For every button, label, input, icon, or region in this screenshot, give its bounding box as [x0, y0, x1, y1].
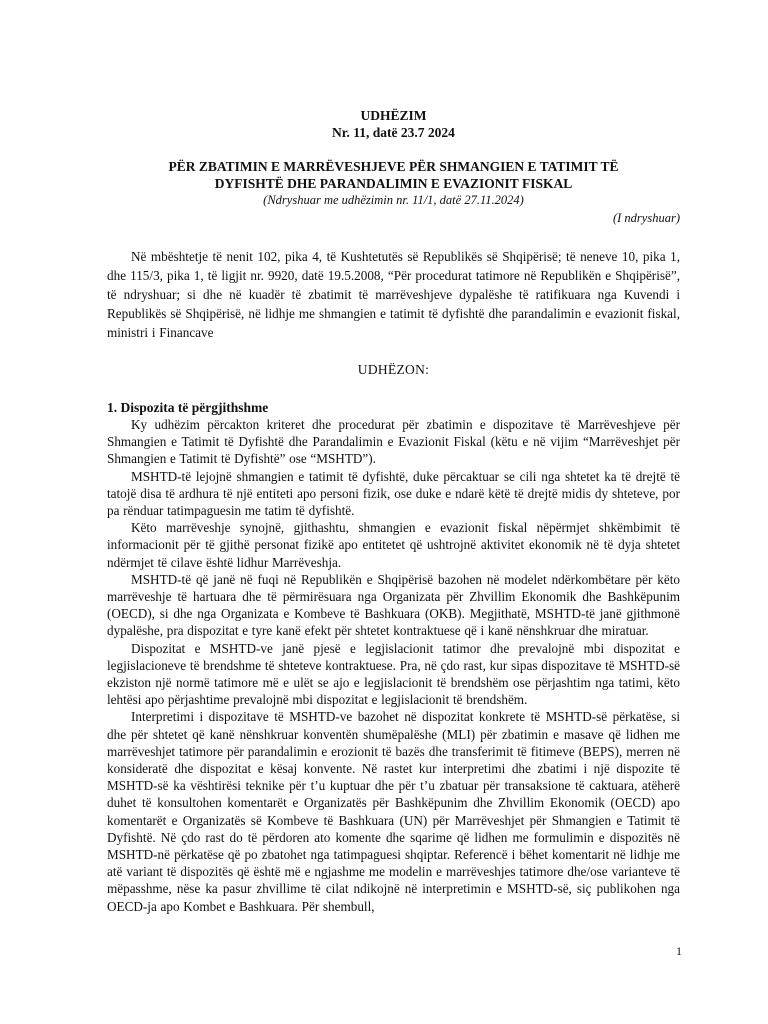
document-title: UDHËZIM [360, 108, 427, 123]
section-1-paragraph-3: Këto marrëveshje synojnë, gjithashtu, shmangien e evazionit fiskal nëpërmjet shkëmbimit të informacionit për të gjithë personat fizikë apo entitetet që ushtrojnë aktivitet ekonomik në të dyja shtetet ndërmjet të cilave është lidhur Marrëveshja. [107, 520, 680, 570]
section-1-paragraph-1: Ky udhëzim përcakton kriteret dhe procedurat për zbatimin e dispozitave të Marrëveshjeve për Shmangien e Tatimit të Dyfishtë dhe Parandalimin e Evazionit Fiskal (këtu e në vijim “Marrëveshjet për Shmangien e Tatimit të Dyfishtë” ose “MSHTD”). [107, 417, 680, 467]
section-1-paragraph-6: Interpretimi i dispozitave të MSHTD-ve bazohet në dispozitat konkrete të MSHTD-së përkatëse, si dhe për shtetet që kanë nënshkruar konventën shumëpalëshe (MLI) për zbatimin e masave që lidhen me marrëveshjet tatimore për parandalimin e erozionit të bazës dhe transferimit të fitimeve (BEPS), merren në konsideratë dhe dispozitat e kësaj konvente. Në rastet kur interpretimi dhe zbatimi i një dispozite të MSHTD-së ka vështirësi teknike për t’u kuptuar dhe për t’u zbatuar për transaksione të caktuara, atëherë duhet të konsultohen komentarët e Organizatës për Bashkëpunim dhe Zhvillim Ekonomik (OECD) apo komentarët e Organizatës së Kombeve të Bashkuara (UN) për Marrëveshjet për Shmangien e Tatimit të Dyfishtë. Në çdo rast do të përdoren ato komente dhe sqarime që lidhen me formulimin e dispozitës në MSHTD-në përkatëse që po zbatohet nga tatimpaguesi shqiptar. Referencë i bëhet komentarit në lidhje me atë variant të dispozitës që është më e ngjashme me modelin e marrëveshjes tatimore dhe/ose varianteve të mëpasshme, nëse ka pasur zhvillime të cilat ndikojnë në interpretimin e MSHTD-së, siç publikohen nga OECD-ja apo Kombet e Bashkuara. Për shembull, [107, 709, 680, 914]
amendment-tag: (I ndryshuar) [612, 211, 680, 225]
section-1-paragraph-2: MSHTD-të lejojnë shmangien e tatimit të dyfishtë, duke përcaktuar se cili nga shtetet ka të drejtë të tatojë disa të ardhura të një entiteti apo personi fizik, ose duke e ndarë këtë të drejtë midis dy shteteve, por pa rënduar tatimpaguesin me tatim të dyfishtë. [107, 468, 680, 519]
document-subject-line-2: DYFISHTË DHE PARANDALIMIN E EVAZIONIT FISKAL [214, 176, 573, 191]
page-number: 1 [676, 944, 682, 958]
document-subject [107, 158, 680, 192]
section-1-paragraph-4: MSHTD-të që janë në fuqi në Republikën e Shqipërisë bazohen në modelet ndërkombëtare për këto marrëveshje të hartuara dhe të përmirësuara nga Organizata për Zhvillim Ekonomik dhe Bashkëpunim (OECD), si dhe nga Organizata e Kombeve të Bashkuara (OKB). Megjithatë, MSHTD-të janë gjithmonë dypalëshe, pra dispozitat e tyre kanë efekt për shtetet kontraktuese që i kanë nënshkruar dhe miratuar. [107, 571, 680, 639]
document-body [107, 107, 680, 915]
amendment-note: (Ndryshuar me udhëzimin nr. 11/1, datë 27.11.2024) [263, 193, 524, 207]
section-1-paragraph-5: Dispozitat e MSHTD-ve janë pjesë e legjislacionit tatimor dhe prevalojnë mbi dispozitat e legjislacioneve të brendshme të shteteve kontraktuese. Pra, në çdo rast, kur sipas dispozitave të MSHTD-së ekziston një normë tatimore më e ulët se ajo e legjislacionit të brendshëm ose përjashtim nga tatimi, këto lehtësi apo përjashtime prevalojnë mbi dispozitat e legjislacionit të brendshëm. [107, 640, 680, 708]
document-subject-line-1: PËR ZBATIMIN E MARRËVESHJEVE PËR SHMANGIEN E TATIMIT TË [168, 159, 619, 174]
document-number: Nr. 11, datë 23.7 2024 [332, 125, 455, 140]
directs-heading: UDHËZON: [357, 362, 430, 377]
section-1-heading: 1. Dispozita të përgjithshme [107, 400, 269, 415]
preamble-paragraph: Në mbështetje të nenit 102, pika 4, të Kushtetutës së Republikës së Shqipërisë; të neneve 10, pika 1, dhe 115/3, pika 1, të ligjit nr. 9920, datë 19.5.2008, “Për procedurat tatimore në Republikën e Shqipërisë”, të ndryshuar; si dhe në kuadër të zbatimit të marrëveshjeve dypalëshe të ratifikuara nga Kuvendi i Republikës së Shqipërisë, në lidhje me shmangien e tatimit të dyfishtë dhe parandalimin e evazionit fiskal, ministri i Financave [107, 249, 680, 340]
